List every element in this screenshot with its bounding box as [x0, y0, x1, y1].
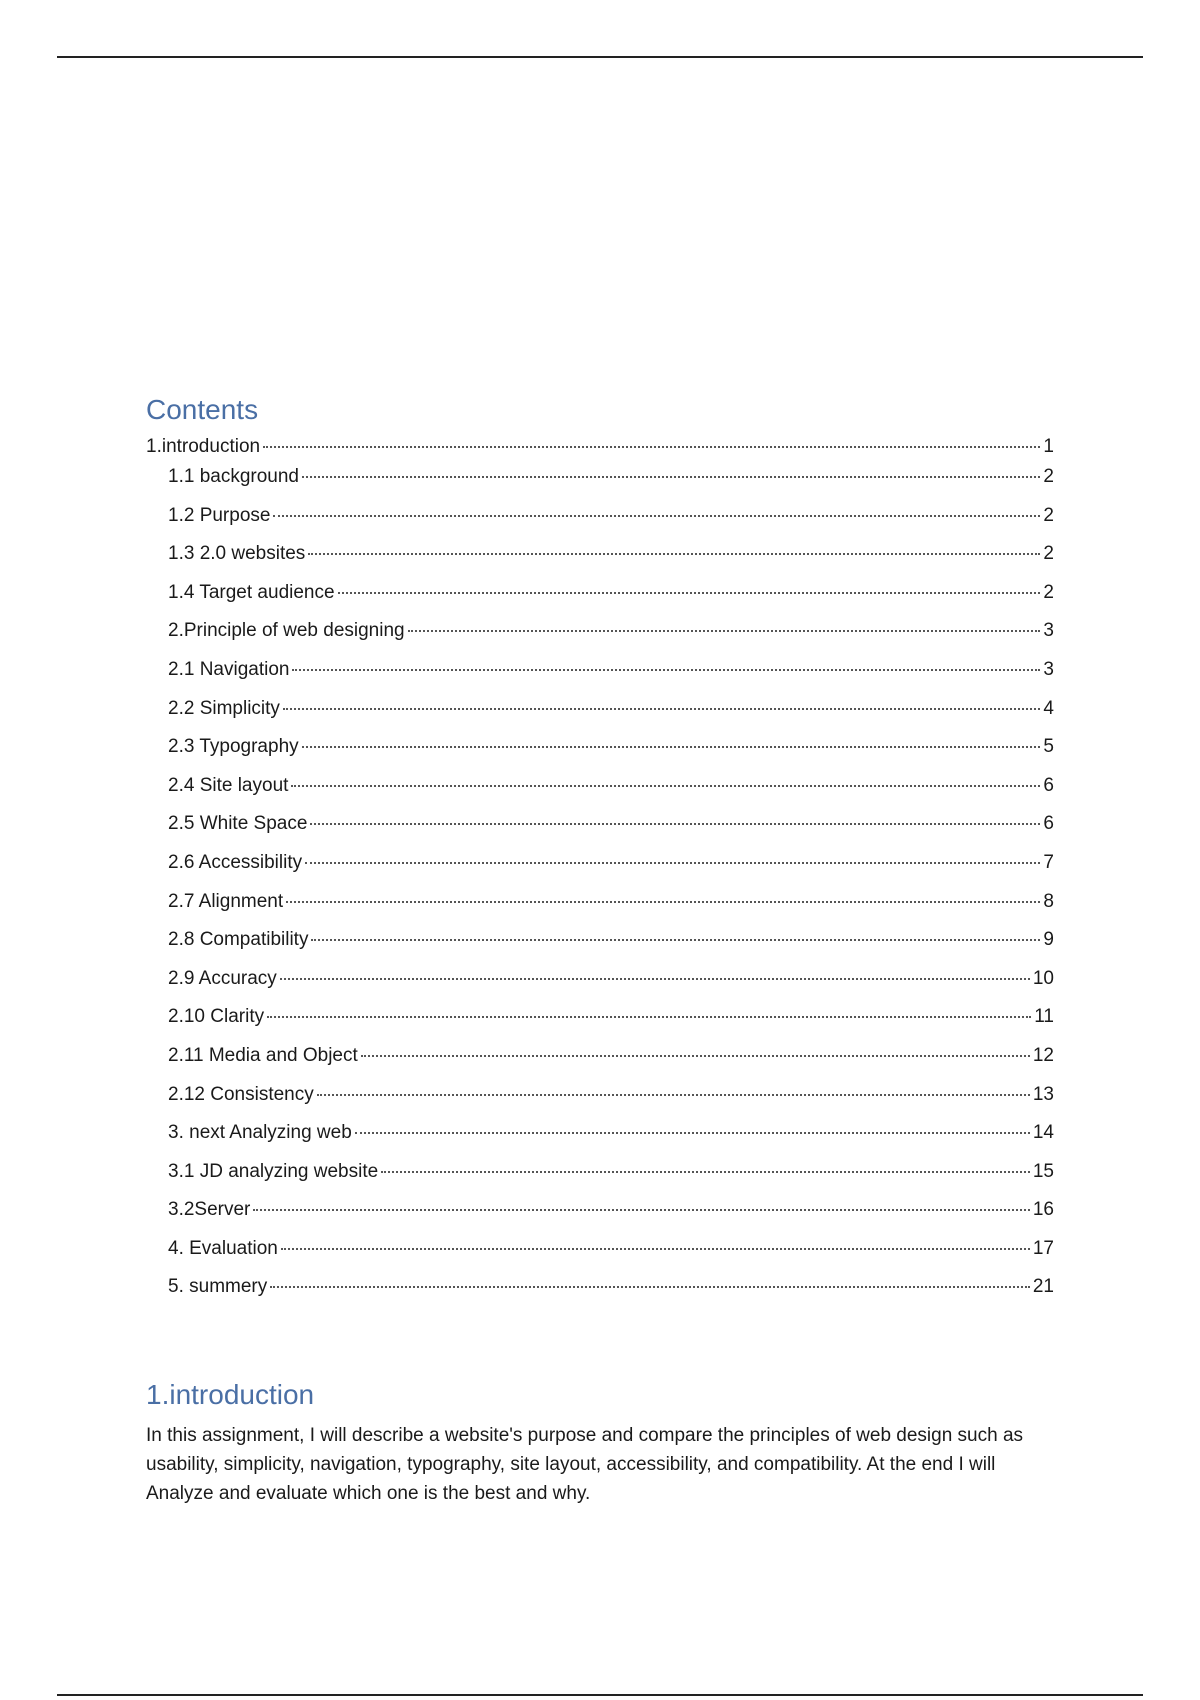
toc-entry[interactable] — [146, 1199, 1054, 1238]
toc-leader-dots — [267, 1016, 1031, 1018]
toc-leader-dots — [270, 1286, 1030, 1288]
toc-entry[interactable] — [146, 582, 1054, 621]
toc-leader-dots — [291, 785, 1040, 787]
toc-leader-dots — [311, 939, 1040, 941]
toc-leader-dots — [292, 669, 1040, 671]
toc-leader-dots — [361, 1055, 1030, 1057]
toc-entry-label: 3. next Analyzing web — [168, 1122, 352, 1144]
toc-entry[interactable] — [146, 620, 1054, 659]
toc-entry-label: 3.2Server — [168, 1199, 251, 1221]
toc-leader-dots — [302, 476, 1040, 478]
toc-entry-label: 2.4 Site layout — [168, 774, 289, 796]
toc-entry-label: 2.12 Consistency — [168, 1083, 314, 1105]
toc-entry-page: 4 — [1043, 697, 1054, 719]
footer-rule — [57, 1694, 1143, 1696]
toc-entry[interactable] — [146, 505, 1054, 544]
toc-entry-page: 17 — [1032, 1237, 1054, 1259]
page-content — [146, 392, 1054, 1508]
toc-entry-page: 1 — [1043, 436, 1054, 457]
toc-entry-page: 6 — [1043, 774, 1054, 796]
toc-entry-label: 2.2 Simplicity — [168, 697, 280, 719]
toc-entry[interactable] — [146, 1006, 1054, 1045]
toc-entry[interactable] — [146, 1122, 1054, 1161]
toc-entry-label: 1.introduction — [146, 436, 261, 457]
toc-leader-dots — [310, 823, 1040, 825]
toc-entry-label: 5. summery — [168, 1276, 268, 1298]
toc-entry-page: 6 — [1043, 813, 1054, 835]
toc-entry-label: 1.3 2.0 websites — [168, 543, 306, 565]
toc-entry[interactable] — [146, 543, 1054, 582]
toc-entry[interactable] — [146, 929, 1054, 968]
toc-entry-label: 4. Evaluation — [168, 1237, 278, 1259]
toc-entry[interactable] — [146, 775, 1054, 814]
toc-entry[interactable] — [146, 1084, 1054, 1123]
toc-entry-page: 21 — [1032, 1276, 1054, 1298]
toc-leader-dots — [305, 862, 1040, 864]
toc-entry-page: 9 — [1043, 929, 1054, 951]
toc-entry[interactable] — [146, 852, 1054, 891]
table-of-contents — [146, 436, 1054, 1315]
toc-entry[interactable] — [146, 1161, 1054, 1200]
toc-entry-page: 16 — [1032, 1199, 1054, 1221]
toc-entry-label: 2.6 Accessibility — [168, 851, 303, 873]
toc-entry-page: 3 — [1043, 620, 1054, 642]
toc-entry-page: 10 — [1032, 967, 1054, 989]
toc-entry[interactable] — [146, 698, 1054, 737]
toc-entry-page: 5 — [1043, 736, 1054, 758]
toc-entry-label: 2.5 White Space — [168, 813, 308, 835]
toc-leader-dots — [253, 1209, 1029, 1211]
toc-entry[interactable] — [146, 813, 1054, 852]
toc-entry[interactable] — [146, 891, 1054, 930]
toc-entry[interactable] — [146, 466, 1054, 505]
toc-entry[interactable] — [146, 659, 1054, 698]
toc-entry[interactable] — [146, 1238, 1054, 1277]
contents-title: Contents — [146, 394, 259, 425]
toc-leader-dots — [355, 1132, 1030, 1134]
toc-entry[interactable] — [146, 968, 1054, 1007]
toc-entry-label: 2.3 Typography — [168, 736, 299, 758]
toc-leader-dots — [283, 708, 1041, 710]
toc-leader-dots — [308, 553, 1040, 555]
toc-entry-label: 2.11 Media and Object — [168, 1044, 358, 1066]
toc-entry-page: 8 — [1043, 890, 1054, 912]
introduction-heading: 1.introduction — [146, 1379, 315, 1411]
toc-leader-dots — [286, 901, 1040, 903]
toc-entry[interactable] — [146, 1045, 1054, 1084]
toc-entry-page: 13 — [1032, 1083, 1054, 1105]
toc-entry-page: 7 — [1043, 851, 1054, 873]
toc-entry-page: 2 — [1043, 504, 1054, 526]
toc-entry[interactable] — [146, 436, 1054, 466]
toc-entry-page: 2 — [1043, 581, 1054, 603]
toc-entry-page: 3 — [1043, 658, 1054, 680]
toc-entry-page: 15 — [1032, 1160, 1054, 1182]
toc-leader-dots — [302, 746, 1041, 748]
toc-entry-label: 1.1 background — [168, 466, 299, 487]
toc-entry[interactable] — [146, 1276, 1054, 1315]
toc-entry-label: 3.1 JD analyzing website — [168, 1160, 379, 1182]
toc-leader-dots — [281, 1248, 1030, 1250]
toc-entry-label: 2.Principle of web designing — [168, 620, 405, 642]
toc-leader-dots — [381, 1171, 1030, 1173]
toc-entry-label: 1.2 Purpose — [168, 504, 271, 526]
toc-entry-label: 2.10 Clarity — [168, 1006, 265, 1028]
toc-entry-label: 2.7 Alignment — [168, 890, 284, 912]
toc-entry-page: 2 — [1043, 543, 1054, 565]
header-rule — [57, 56, 1143, 58]
toc-entry-page: 14 — [1032, 1122, 1054, 1144]
toc-leader-dots — [263, 446, 1040, 448]
introduction-paragraph: In this assignment, I will describe a website's purpose and compare the principles of web design such as usability, simplicity, navigation, typography, site layout, accessibility, and compatibility. At the end I will Analyze and evaluate which one is the best and why. — [146, 1425, 1024, 1505]
toc-entry-label: 2.8 Compatibility — [168, 929, 309, 951]
toc-leader-dots — [338, 592, 1041, 594]
toc-entry-label: 1.4 Target audience — [168, 581, 335, 603]
toc-entry-label: 2.9 Accuracy — [168, 967, 277, 989]
toc-entry-page: 11 — [1034, 1006, 1054, 1028]
toc-leader-dots — [280, 978, 1030, 980]
toc-entry[interactable] — [146, 736, 1054, 775]
toc-leader-dots — [273, 515, 1040, 517]
toc-leader-dots — [408, 630, 1041, 632]
toc-entry-page: 2 — [1043, 466, 1054, 487]
toc-entry-page: 12 — [1032, 1044, 1054, 1066]
toc-entry-label: 2.1 Navigation — [168, 658, 290, 680]
toc-leader-dots — [317, 1094, 1030, 1096]
